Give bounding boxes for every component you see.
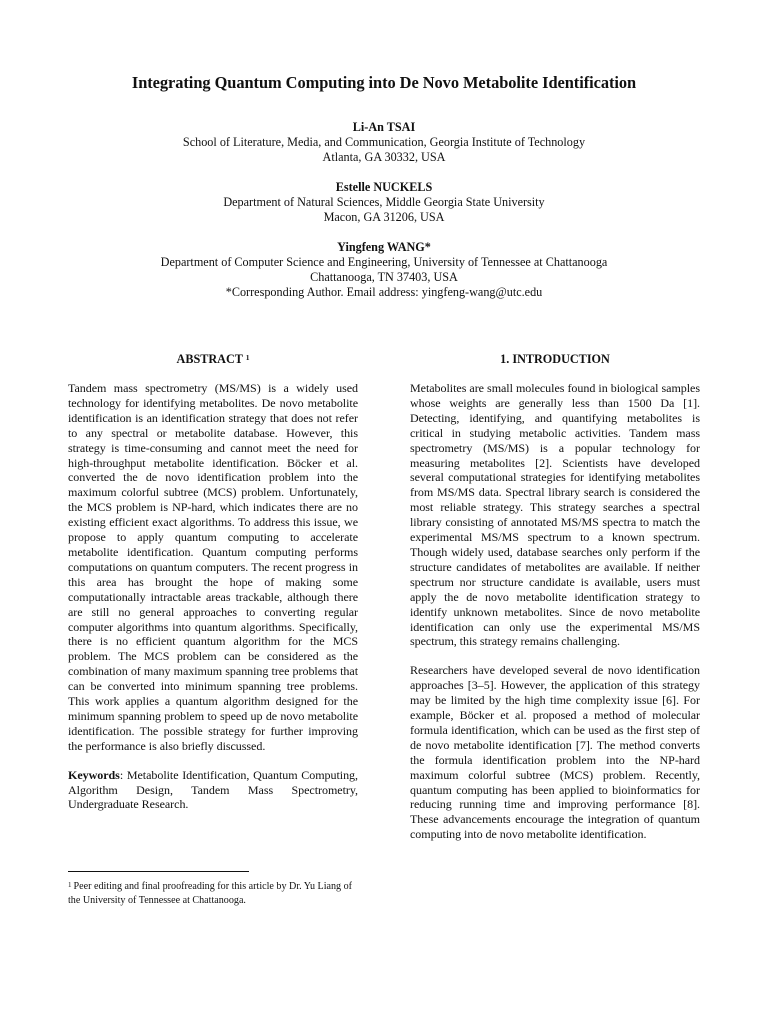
author-name: Yingfeng WANG*: [337, 240, 431, 254]
keywords-label: Keywords: [68, 767, 120, 782]
introduction-paragraph: Researchers have developed several de novo identification approaches [3–5]. However, the application of this strategy may be limited by the high time complexity issue [6]. For example, Böcker et al. proposed a method of molecular formula identification, which can be used as the first step of de novo metabolite identification [7]. The method converts the formula identification problem into the NP-hard maximum colorful subtree (MCS) problem. Recently, quantum computing has been applied to bioinformatics for reducing running time and improving performance [8]. These advancements encourage the integration of quantum computing into de novo metabolite identification.: [410, 663, 700, 842]
author-address: Atlanta, GA 30332, USA: [322, 150, 446, 164]
footnote-rule: [68, 871, 249, 872]
author-address: Chattanooga, TN 37403, USA: [310, 270, 458, 284]
introduction-heading: 1. INTRODUCTION: [500, 352, 610, 366]
paper-title: Integrating Quantum Computing into De Novo Metabolite Identification: [131, 73, 637, 92]
abstract-heading-text: ABSTRACT: [176, 352, 243, 366]
keywords-list: : Metabolite Identification, Quantum Computing, Algorithm Design, Tandem Mass Spectrometry, Undergraduate Research.: [68, 767, 358, 812]
author-block: [0, 180, 768, 225]
introduction-column: [410, 352, 700, 856]
keywords-paragraph: [68, 768, 358, 813]
abstract-text: Tandem mass spectrometry (MS/MS) is a widely used technology for identifying metabolites. De novo metabolite identification is an identification strategy that does not refer to any spectral or metabolite database. However, this strategy is time-consuming and cannot meet the need for high-throughput metabolite identification. Böcker et al. converted the de novo identification problem into the maximum colorful subtree (MCS) problem. Unfortunately, the MCS problem is NP-hard, which indicates there are no existing efficient exact algorithms. To address this issue, we propose to apply quantum computing to accelerate metabolite identification. Quantum computing performs computations on quantum computers. The recent progress in this area has brought the hope of making some computationally intractable areas trackable, although there are still no general approaches to converting regular computer algorithms into quantum algorithms. Specifically, there is no efficient quantum algorithm for the MCS problem. The MCS problem can be considered as the combination of many maximum spanning tree problems that can be converted into minimum spanning tree problems. This work applies a quantum algorithm designed for the minimum spanning problem to speed up de novo metabolite identification. The possible strategy for further improving the performance is also briefly discussed.: [68, 381, 358, 753]
author-affiliation: School of Literature, Media, and Communication, Georgia Institute of Technology: [182, 135, 586, 149]
footnote: [68, 880, 360, 907]
author-affiliation: Department of Computer Science and Engineering, University of Tennessee at Chattanooga: [160, 255, 608, 269]
author-address: Macon, GA 31206, USA: [323, 210, 445, 224]
footnote-mark: 1: [245, 353, 250, 362]
footnote-text: Peer editing and final proofreading for this article by Dr. Yu Liang of the University of Tennessee at Chattanooga.: [68, 881, 353, 906]
abstract-heading: [68, 352, 358, 367]
author-name: Estelle NUCKELS: [335, 180, 433, 194]
author-affiliation: Department of Natural Sciences, Middle Georgia State University: [223, 195, 545, 209]
author-list: [0, 120, 768, 315]
introduction-paragraph: Metabolites are small molecules found in biological samples whose weights are generally less than 1500 Da [1]. Detecting, identifying, and quantifying metabolites is critical in studying metabolic activities. Tandem mass spectrometry (MS/MS) is a popular technology for measuring metabolites [2]. Scientists have developed several computational strategies for identifying metabolites from MS/MS data. Spectral library search is considered the most reliable strategy. This strategy searches a spectral library consisting of annotated MS/MS spectra to match the experimental MS/MS spectrum to a known spectrum. Though widely used, database searches only perform if the structure candidates of metabolites are available. If neither spectrum nor structure candidate is available, users must apply the de novo metabolite identification strategy to identify unknown metabolites. Since de novo metabolite identification can only use the experimental MS/MS spectrum, this strategy remains challenging.: [410, 381, 700, 649]
corresponding-author-note: *Corresponding Author. Email address: yingfeng-wang@utc.edu: [225, 285, 543, 299]
abstract-column: [68, 352, 358, 826]
author-block: [0, 240, 768, 300]
author-name: Li-An TSAI: [352, 120, 416, 134]
author-block: [0, 120, 768, 165]
footnote-number: 1: [68, 881, 72, 889]
